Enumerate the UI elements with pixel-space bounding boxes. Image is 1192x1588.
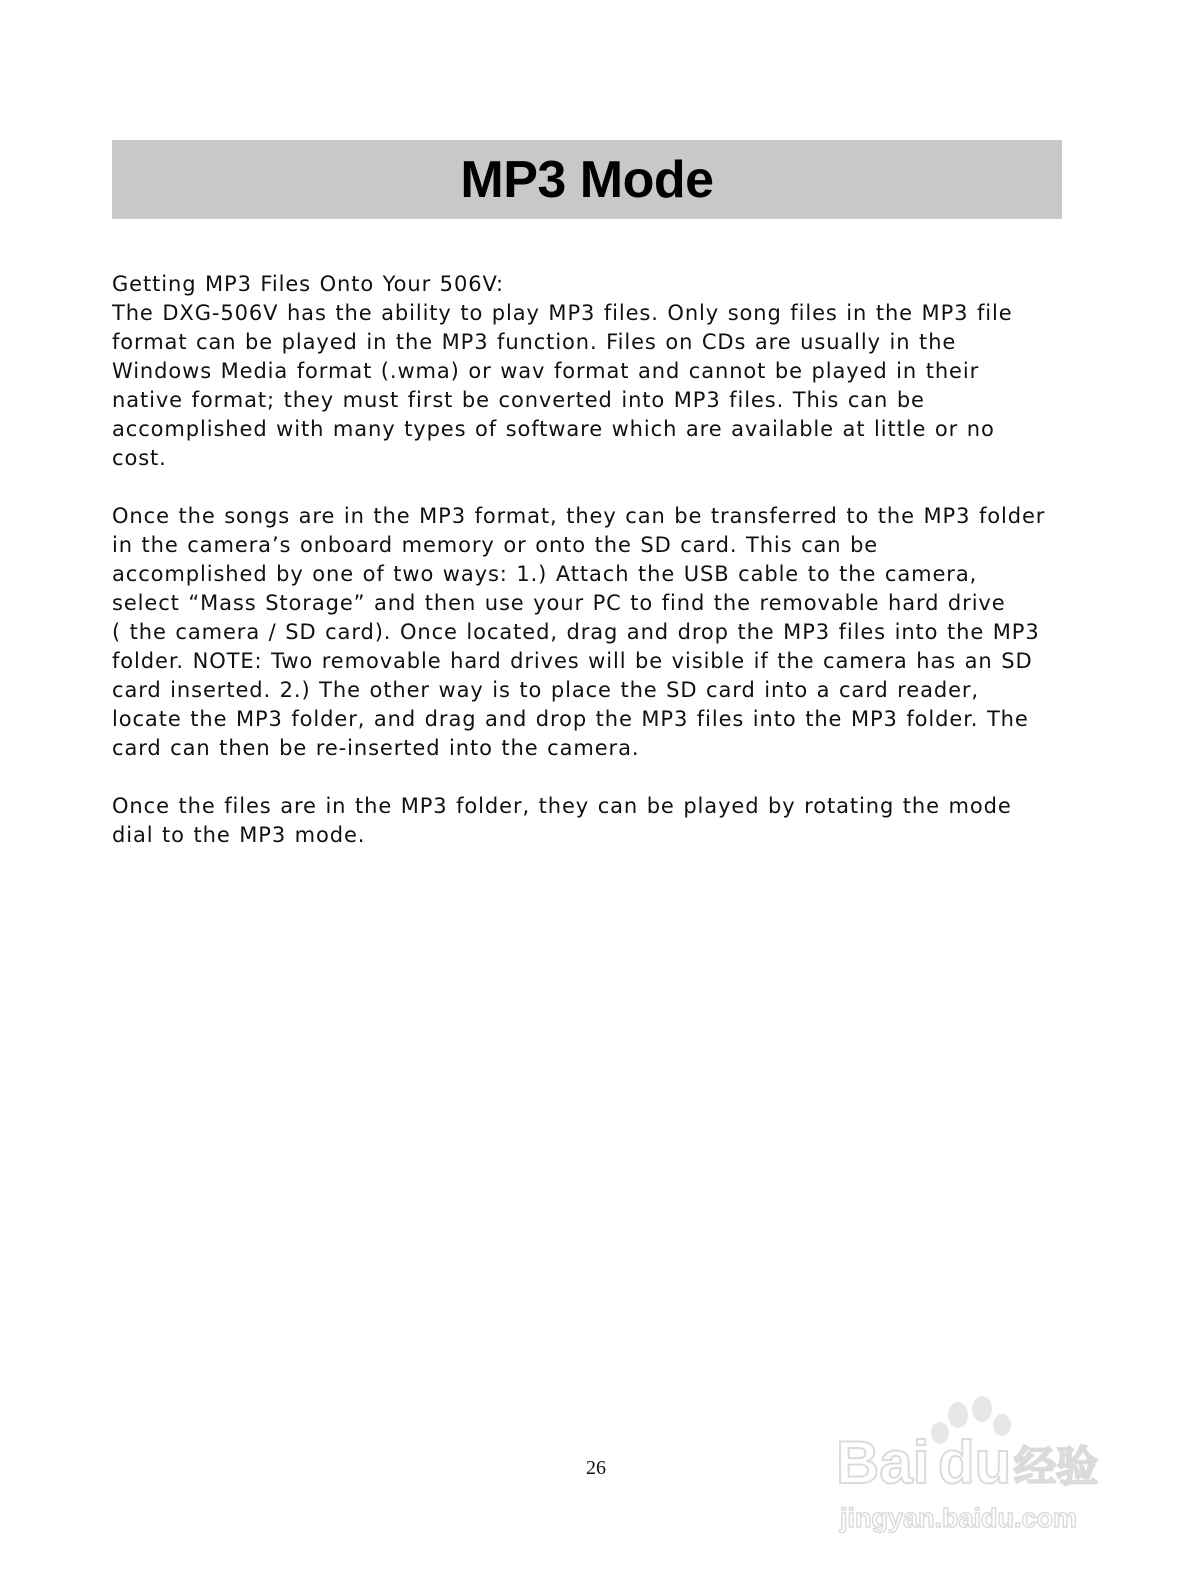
text-line: dial to the MP3 mode. [112, 823, 366, 847]
svg-text:经验: 经验 [1014, 1442, 1099, 1491]
page-title: MP3 Mode [460, 150, 714, 209]
text-line: format can be played in the MP3 function. Files on CDs are usually in the [112, 330, 957, 354]
text-line: locate the MP3 folder, and drag and drop the MP3 files into the MP3 folder. The [112, 707, 1029, 731]
paragraph-playback [112, 792, 1052, 850]
text-line: cost. [112, 446, 167, 470]
text-line: card can then be re-inserted into the camera. [112, 736, 640, 760]
text-line: Once the songs are in the MP3 format, they can be transferred to the MP3 folder [112, 504, 1046, 528]
text-line: native format; they must first be converted into MP3 files. This can be [112, 388, 925, 412]
text-line: folder. NOTE: Two removable hard drives will be visible if the camera has an SD [112, 649, 1033, 673]
svg-text:du: du [938, 1429, 1012, 1496]
baidu-watermark [830, 1395, 1120, 1545]
page-number: 26 [586, 1457, 606, 1479]
text-line: accomplished with many types of software which are available at little or no [112, 417, 995, 441]
svg-text:Bai: Bai [836, 1429, 930, 1496]
text-line: accomplished by one of two ways: 1.) Attach the USB cable to the camera, [112, 562, 978, 586]
text-line: select “Mass Storage” and then use your PC to find the removable hard drive [112, 591, 1006, 615]
text-line: in the camera’s onboard memory or onto the SD card. This can be [112, 533, 879, 557]
paragraph-transfer [112, 502, 1052, 763]
text-line: Once the files are in the MP3 folder, they can be played by rotating the mode [112, 794, 1012, 818]
svg-text:jingyan.baidu.com: jingyan.baidu.com [840, 1503, 1078, 1533]
paragraph-intro [112, 270, 1052, 473]
text-line: card inserted. 2.) The other way is to place the SD card into a card reader, [112, 678, 979, 702]
text-line: ( the camera / SD card). Once located, drag and drop the MP3 files into the MP3 [112, 620, 1040, 644]
section-heading: Getting MP3 Files Onto Your 506V: [112, 272, 504, 296]
title-banner [112, 140, 1062, 219]
text-line: Windows Media format (.wma) or wav format and cannot be played in their [112, 359, 980, 383]
body-text [112, 270, 1052, 879]
text-line: The DXG-506V has the ability to play MP3 files. Only song files in the MP3 file [112, 301, 1013, 325]
